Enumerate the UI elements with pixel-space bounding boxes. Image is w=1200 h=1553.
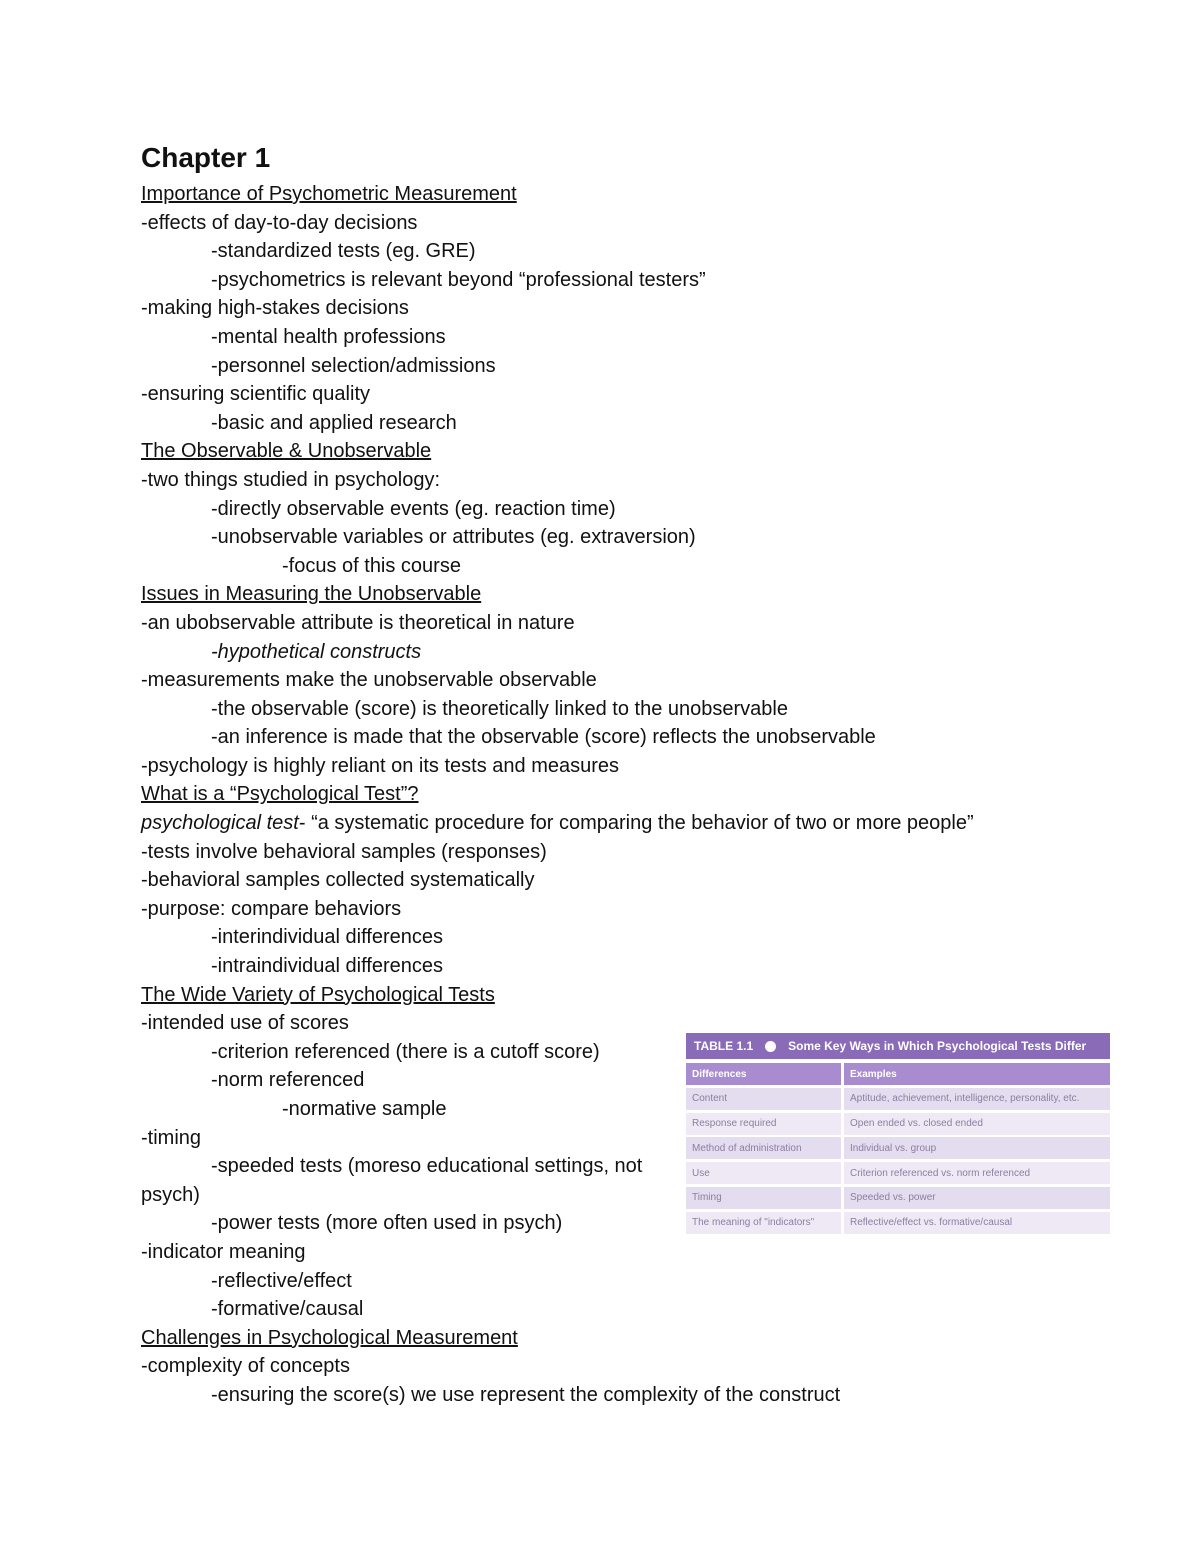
note-text: -directly observable events (eg. reaction time)	[211, 497, 616, 520]
note-line	[141, 495, 1121, 524]
note-line	[141, 323, 1121, 352]
note-text: -complexity of concepts	[141, 1355, 350, 1378]
note-text: -an inference is made that the observable (score) reflects the unobservable	[211, 726, 876, 749]
table-row	[686, 1137, 1110, 1159]
table-header-examples: Examples	[844, 1063, 1110, 1085]
note-line	[141, 809, 1121, 838]
table-row	[686, 1187, 1110, 1209]
table-caption: Some Key Ways in Which Psychological Tests Differ	[788, 1039, 1087, 1053]
table-header-differences: Differences	[686, 1063, 841, 1085]
table-row	[686, 1113, 1110, 1135]
note-line	[141, 209, 1121, 238]
note-text: -formative/causal	[211, 1298, 364, 1321]
table-row	[686, 1212, 1110, 1234]
note-line	[141, 923, 1121, 952]
note-line	[141, 752, 1121, 781]
note-line	[141, 1238, 1121, 1267]
note-line	[141, 638, 1121, 667]
note-line	[141, 609, 1121, 638]
note-line	[141, 952, 1121, 981]
note-text: -tests involve behavioral samples (responses)	[141, 840, 547, 863]
note-line	[141, 1267, 1121, 1296]
note-line	[141, 666, 1121, 695]
section-heading: Challenges in Psychological Measurement	[141, 1326, 518, 1349]
section-heading: Issues in Measuring the Unobservable	[141, 583, 482, 606]
note-line-continuation: psych)	[141, 1183, 200, 1206]
note-line	[141, 466, 1121, 495]
note-text: -hypothetical constructs	[211, 640, 422, 663]
note-text: -unobservable variables or attributes (eg. extraversion)	[211, 526, 696, 549]
note-text: -intended use of scores	[141, 1012, 349, 1035]
table-cell-example: Criterion referenced vs. norm referenced	[844, 1162, 1110, 1184]
table-body	[686, 1088, 1110, 1234]
table-title-bar	[686, 1033, 1110, 1059]
section-heading: The Observable & Unobservable	[141, 440, 432, 463]
note-text: -criterion referenced (there is a cutoff score)	[211, 1040, 600, 1063]
section-heading: Importance of Psychometric Measurement	[141, 183, 517, 205]
section-heading: What is a “Psychological Test”?	[141, 783, 419, 806]
note-text: -two things studied in psychology:	[141, 468, 441, 491]
table-cell-example: Individual vs. group	[844, 1137, 1110, 1159]
note-text: -ensuring the score(s) we use represent the complexity of the construct	[211, 1383, 841, 1406]
note-text: -psychology is highly reliant on its tests and measures	[141, 754, 620, 777]
note-text: -personnel selection/admissions	[211, 354, 496, 377]
note-text: -purpose: compare behaviors	[141, 897, 402, 920]
note-line	[141, 695, 1121, 724]
note-line	[141, 1381, 1121, 1410]
note-text: -mental health professions	[211, 325, 446, 348]
note-text: -focus of this course	[282, 554, 461, 577]
note-text: -measurements make the unobservable observable	[141, 669, 597, 692]
table-cell-difference: Content	[686, 1088, 841, 1110]
table-cell-difference: Method of administration	[686, 1137, 841, 1159]
table-header-row	[686, 1063, 1110, 1085]
note-line	[141, 866, 1121, 895]
definition-text: - “a systematic procedure for comparing the behavior of two or more people”	[298, 812, 974, 835]
note-line	[141, 723, 1121, 752]
table-label: TABLE 1.1	[694, 1039, 754, 1053]
note-text: -an ubobservable attribute is theoretical in nature	[141, 611, 575, 634]
bullet-icon	[765, 1041, 776, 1052]
term-definition: psychological test	[141, 812, 299, 835]
note-text: -normative sample	[282, 1098, 447, 1120]
note-text: -interindividual differences	[211, 926, 443, 949]
note-text: -indicator meaning	[141, 1240, 306, 1263]
table-cell-difference: Timing	[686, 1187, 841, 1209]
table-cell-example: Speeded vs. power	[844, 1187, 1110, 1209]
table-row	[686, 1162, 1110, 1184]
note-text: -psychometrics is relevant beyond “professional testers”	[211, 268, 706, 291]
table-cell-difference: The meaning of "indicators"	[686, 1212, 841, 1234]
table-cell-difference: Use	[686, 1162, 841, 1184]
table-cell-example: Aptitude, achievement, intelligence, personality, etc.	[844, 1088, 1110, 1110]
section-heading: The Wide Variety of Psychological Tests	[141, 983, 495, 1006]
note-text: -basic and applied research	[211, 411, 457, 434]
note-line	[141, 895, 1121, 924]
table-cell-difference: Response required	[686, 1113, 841, 1135]
note-line	[141, 552, 1121, 581]
note-line	[141, 523, 1121, 552]
table-row	[686, 1088, 1110, 1110]
table-cell-example: Open ended vs. closed ended	[844, 1113, 1110, 1135]
note-text: -behavioral samples collected systematically	[141, 869, 535, 892]
note-text: -making high-stakes decisions	[141, 297, 409, 320]
note-line	[141, 266, 1121, 295]
note-line	[141, 294, 1121, 323]
note-text: -power tests (more often used in psych)	[211, 1212, 563, 1235]
note-line	[141, 838, 1121, 867]
note-line	[141, 352, 1121, 381]
note-text: -intraindividual differences	[211, 955, 443, 978]
note-text: -norm referenced	[211, 1069, 365, 1092]
page-title: Chapter 1	[141, 142, 271, 173]
note-line	[141, 1352, 1121, 1381]
note-text: -ensuring scientific quality	[141, 383, 370, 406]
note-text: -reflective/effect	[211, 1269, 352, 1292]
note-text: -the observable (score) is theoretically linked to the unobservable	[211, 697, 788, 720]
table-figure	[686, 1033, 1110, 1237]
note-line	[141, 380, 1121, 409]
table-cell-example: Reflective/effect vs. formative/causal	[844, 1212, 1110, 1234]
note-text: -effects of day-to-day decisions	[141, 211, 418, 234]
note-text: -standardized tests (eg. GRE)	[211, 240, 476, 263]
note-line	[141, 1295, 1121, 1324]
note-line	[141, 237, 1121, 266]
note-line	[141, 409, 1121, 438]
note-text: -speeded tests (moreso educational settings, not	[211, 1155, 643, 1178]
note-text: -timing	[141, 1126, 202, 1149]
